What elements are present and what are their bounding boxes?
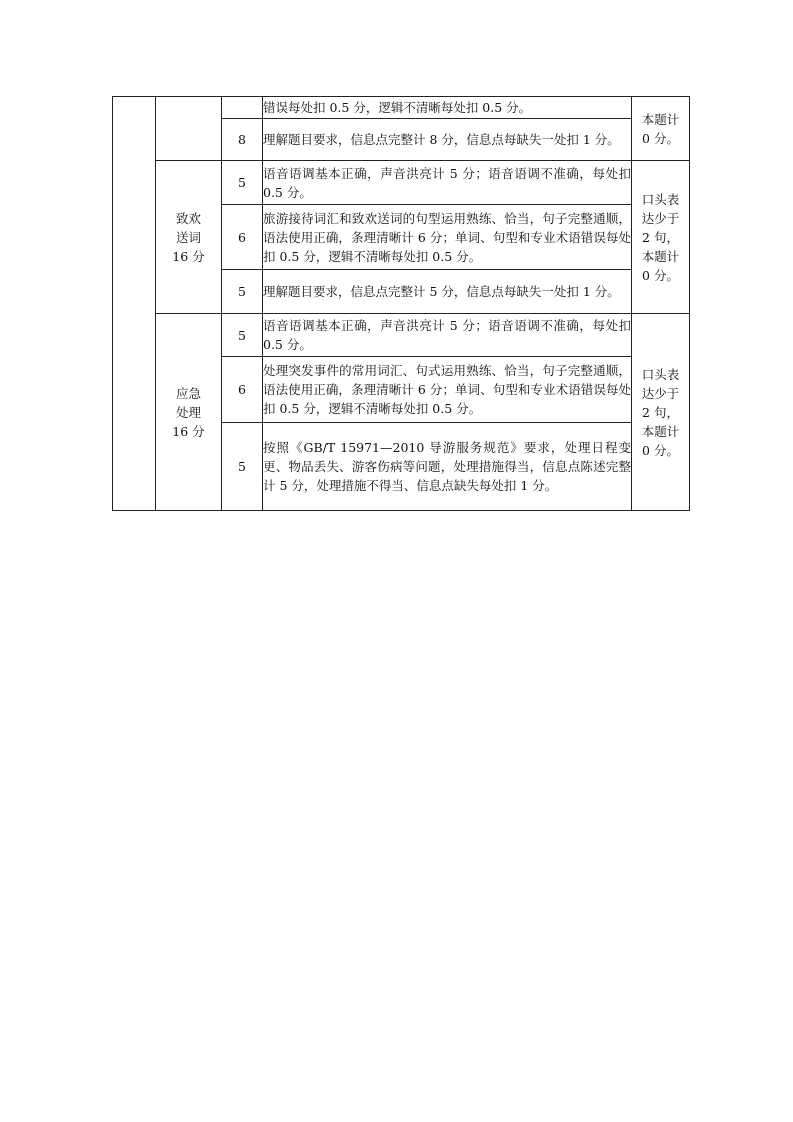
score-cell: 6 — [222, 205, 263, 270]
category-cell — [156, 97, 222, 161]
table-row — [113, 97, 690, 119]
note-line: 本题计 — [641, 423, 680, 439]
category-cell — [156, 161, 222, 314]
note-cell — [632, 97, 690, 161]
score-cell: 5 — [222, 314, 263, 357]
category-line: 16 分 — [172, 248, 205, 264]
category-line: 送词 — [175, 229, 201, 245]
criteria-cell: 旅游接待词汇和致欢送词的句型运用熟练、恰当，句子完整通顺，语法使用正确，条理清晰计 6 分；单词、句型和专业术语错误每处扣 0.5 分，逻辑不清晰每处扣 0.5 分。 — [263, 205, 632, 270]
outer-category-cell — [113, 97, 156, 511]
score-cell — [222, 97, 263, 119]
category-line: 致欢 — [175, 210, 201, 226]
category-line: 处理 — [175, 404, 201, 420]
note-line: 达少于 — [641, 210, 680, 226]
category-line: 应急 — [175, 385, 201, 401]
note-line: 达少于 — [641, 385, 680, 401]
category-line: 16 分 — [172, 423, 205, 439]
note-cell — [632, 314, 690, 511]
criteria-cell: 处理突发事件的常用词汇、句式运用熟练、恰当，句子完整通顺，语法使用正确，条理清晰计 6 分；单词、句型和专业术语错误每处扣 0.5 分，逻辑不清晰每处扣 0.5 分。 — [263, 357, 632, 423]
note-line: 2 句， — [642, 229, 679, 245]
note-line: 口头表 — [641, 191, 680, 207]
criteria-cell: 语音语调基本正确，声音洪亮计 5 分；语音语调不准确，每处扣 0.5 分。 — [263, 314, 632, 357]
score-cell: 8 — [222, 119, 263, 161]
table-row — [113, 314, 690, 357]
criteria-cell: 理解题目要求，信息点完整计 5 分，信息点每缺失一处扣 1 分。 — [263, 270, 632, 314]
score-cell: 5 — [222, 270, 263, 314]
criteria-cell: 按照《GB/T 15971—2010 导游服务规范》要求，处理日程变更、物品丢失、游客伤病等问题，处理措施得当，信息点陈述完整计 5 分，处理措施不得当、信息点缺失每处扣 1 分。 — [263, 423, 632, 511]
note-line: 口头表 — [641, 366, 680, 382]
note-line: 0 分。 — [642, 442, 679, 458]
note-cell — [632, 161, 690, 314]
criteria-cell: 错误每处扣 0.5 分，逻辑不清晰每处扣 0.5 分。 — [263, 97, 632, 119]
note-line: 本题计 — [641, 248, 680, 264]
category-cell — [156, 314, 222, 511]
scoring-rubric-table — [112, 96, 690, 511]
score-cell: 6 — [222, 357, 263, 423]
table-row — [113, 161, 690, 205]
note-line: 2 句， — [642, 404, 679, 420]
note-line: 本题计 — [641, 111, 680, 127]
note-line: 0 分。 — [642, 267, 679, 283]
criteria-cell: 理解题目要求，信息点完整计 8 分，信息点每缺失一处扣 1 分。 — [263, 119, 632, 161]
criteria-cell: 语音语调基本正确，声音洪亮计 5 分；语音语调不准确，每处扣 0.5 分。 — [263, 161, 632, 205]
score-cell: 5 — [222, 161, 263, 205]
score-cell: 5 — [222, 423, 263, 511]
note-line: 0 分。 — [642, 130, 679, 146]
